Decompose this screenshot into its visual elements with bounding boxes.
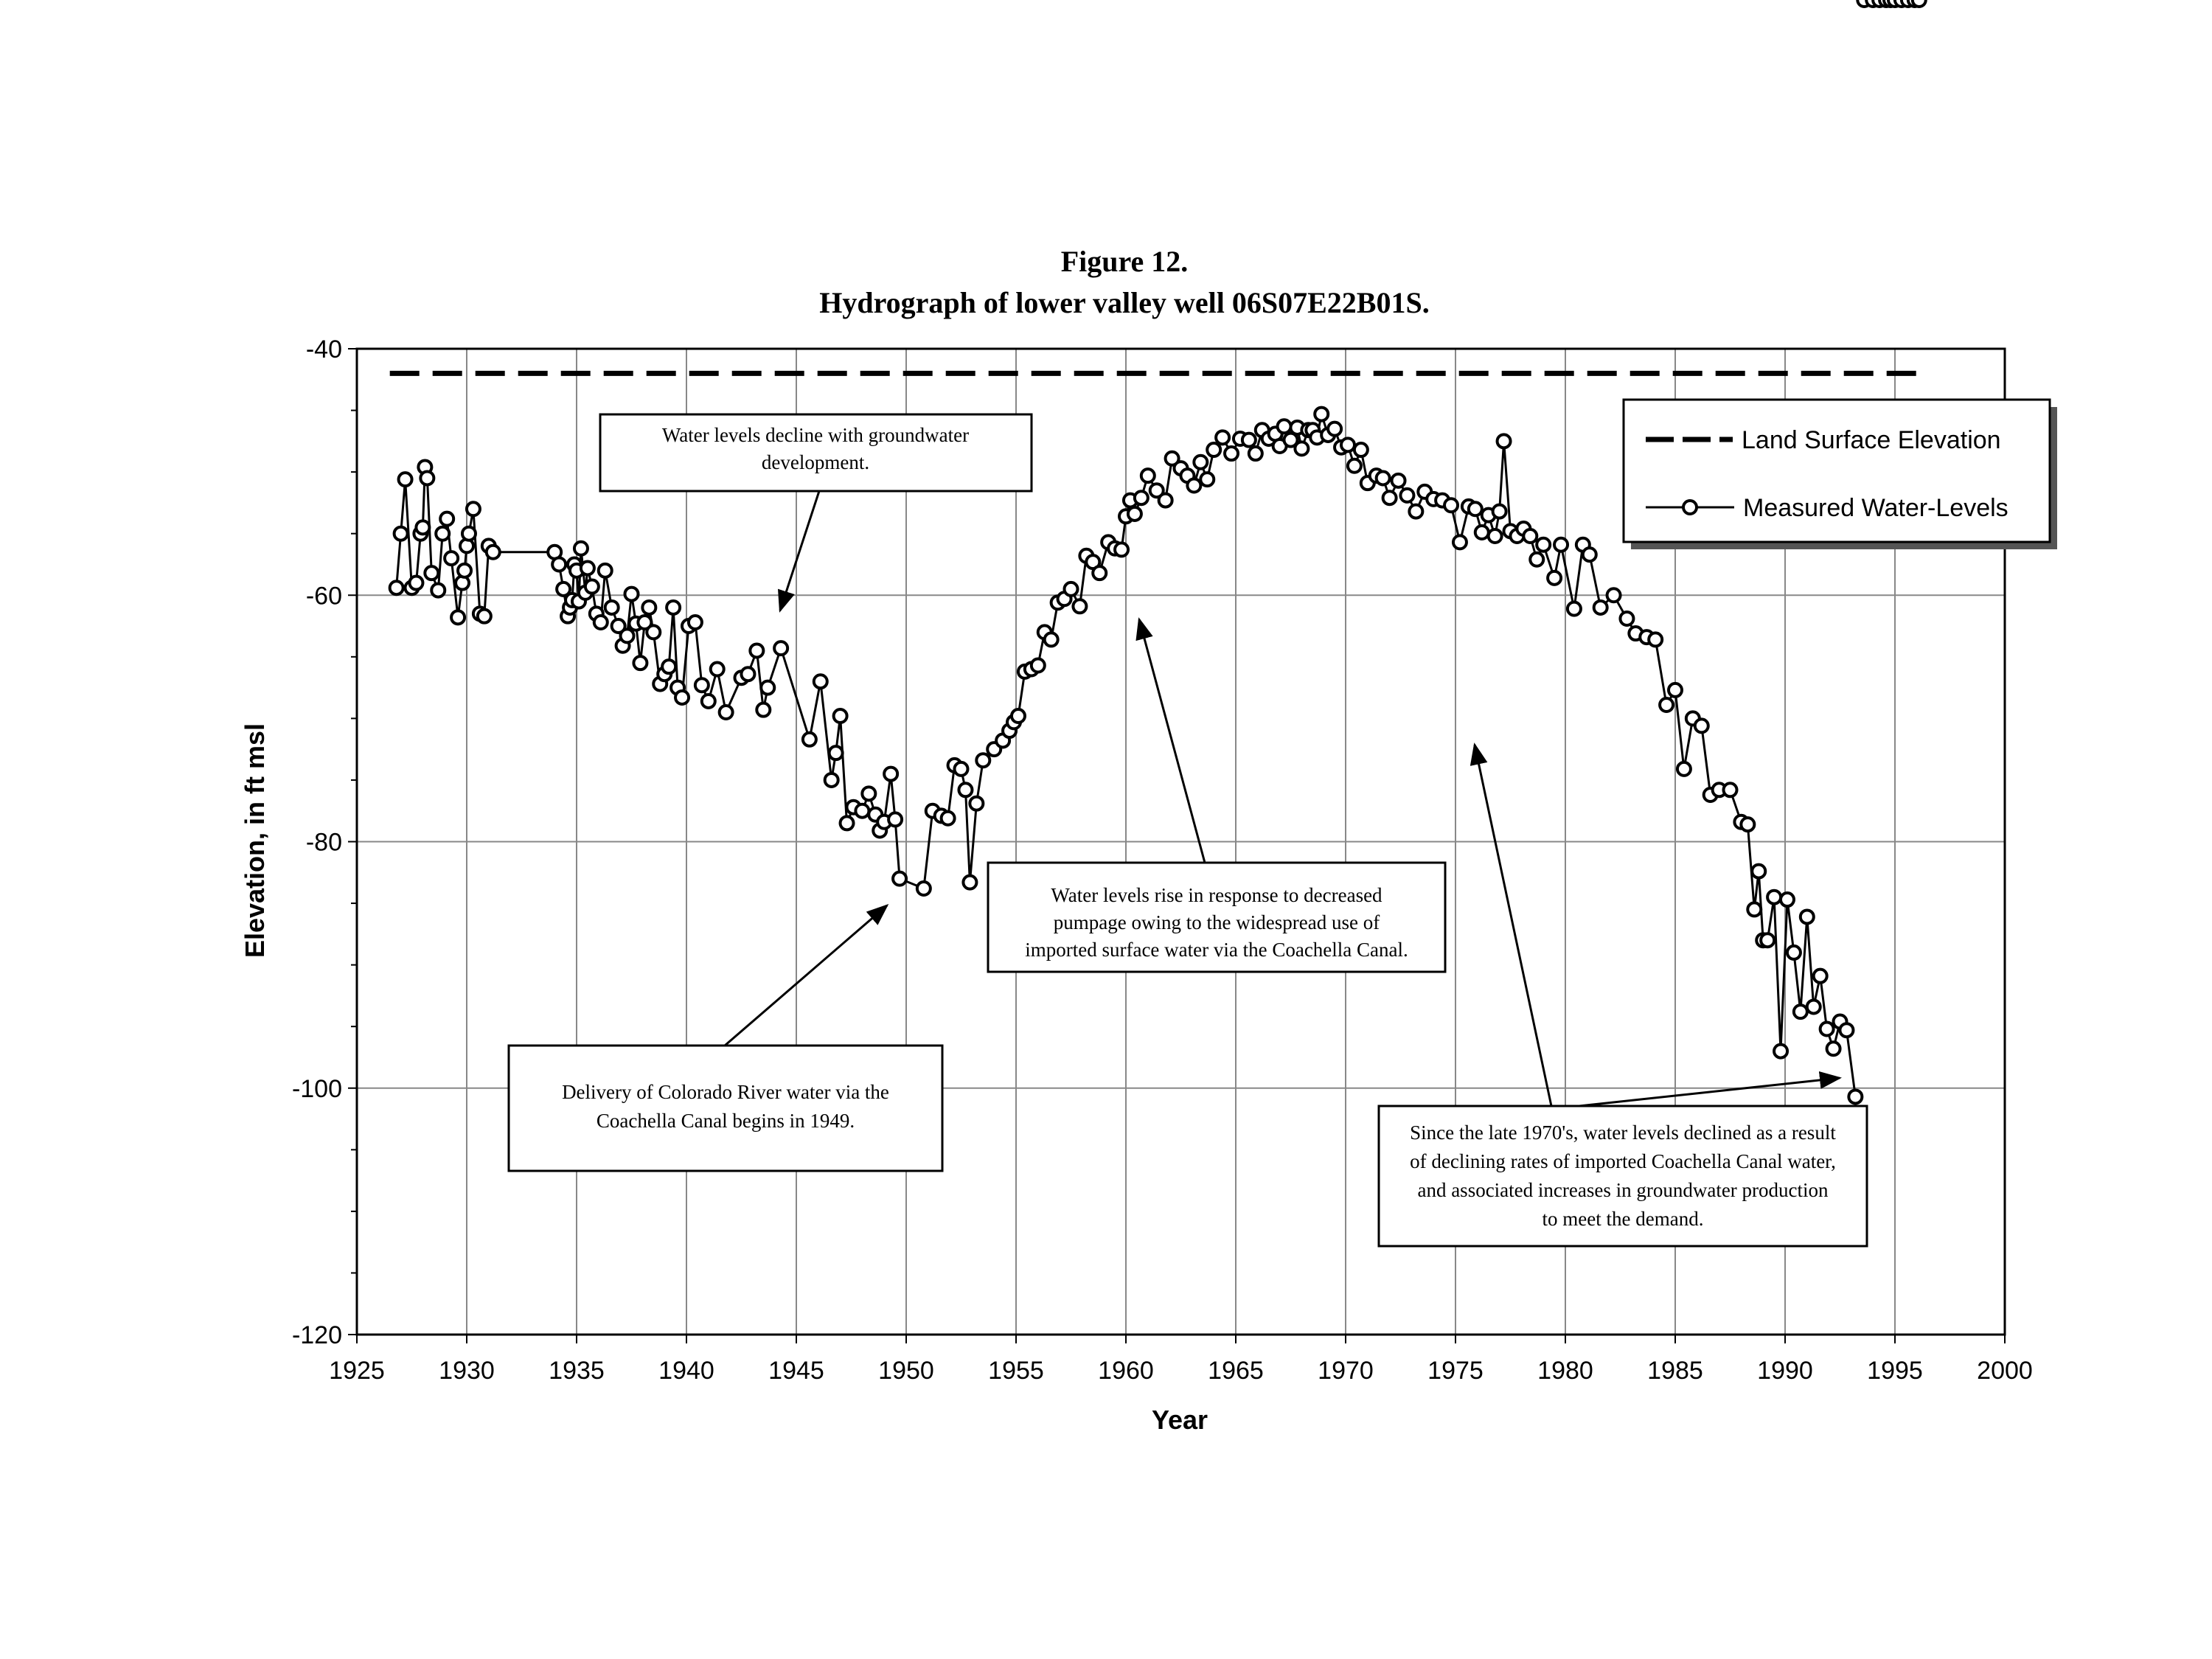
water-level-point bbox=[1278, 420, 1291, 433]
water-level-point bbox=[1498, 434, 1511, 448]
water-level-point bbox=[1354, 443, 1368, 456]
water-level-point bbox=[1649, 633, 1662, 646]
annotation-delivery bbox=[509, 905, 942, 1171]
water-level-point bbox=[552, 557, 566, 571]
water-level-point bbox=[841, 816, 854, 830]
water-level-point bbox=[1913, 0, 1926, 7]
water-level-point bbox=[1200, 473, 1214, 486]
x-tick-label: 1960 bbox=[1098, 1357, 1154, 1385]
water-level-point bbox=[1469, 502, 1482, 515]
x-tick-label: 1990 bbox=[1757, 1357, 1813, 1385]
water-level-point bbox=[1695, 719, 1708, 732]
annotation-line: development. bbox=[761, 451, 870, 473]
water-level-point bbox=[855, 804, 869, 818]
water-level-point bbox=[467, 502, 480, 515]
water-level-point bbox=[862, 787, 875, 800]
water-level-point bbox=[1807, 1000, 1820, 1013]
annotation-line: pumpage owing to the widespread use of bbox=[1053, 911, 1380, 933]
water-level-point bbox=[1801, 910, 1814, 923]
x-tick-label: 1965 bbox=[1208, 1357, 1264, 1385]
y-tick-label: -40 bbox=[305, 335, 342, 364]
annotation-line: Delivery of Colorado River water via the bbox=[562, 1081, 889, 1103]
water-level-point bbox=[599, 564, 612, 577]
water-level-point bbox=[1752, 865, 1765, 878]
water-level-point bbox=[1523, 529, 1537, 543]
water-level-point bbox=[394, 527, 408, 540]
x-tick-label: 1950 bbox=[878, 1357, 934, 1385]
water-level-point bbox=[803, 733, 816, 746]
annotation-line: Water levels rise in response to decreased bbox=[1051, 884, 1382, 906]
annotation-arrow bbox=[1139, 619, 1205, 863]
water-level-point bbox=[774, 641, 787, 655]
water-level-point bbox=[1554, 538, 1568, 552]
water-level-point bbox=[1741, 818, 1754, 831]
water-level-point bbox=[893, 872, 906, 886]
water-level-point bbox=[970, 797, 983, 810]
water-level-point bbox=[621, 629, 634, 642]
annotation-arrow bbox=[780, 491, 819, 611]
water-level-point bbox=[959, 783, 972, 796]
water-level-point bbox=[1128, 507, 1141, 521]
water-level-point bbox=[1820, 1023, 1834, 1036]
water-level-point bbox=[825, 773, 838, 787]
water-level-point bbox=[1747, 902, 1761, 916]
chart-title: Figure 12. bbox=[1060, 245, 1189, 278]
water-level-point bbox=[830, 746, 843, 759]
water-level-point bbox=[1767, 891, 1781, 904]
annotation-line: Since the late 1970's, water levels declined as a result bbox=[1410, 1121, 1836, 1144]
x-axis-title: Year bbox=[1151, 1405, 1208, 1435]
legend-marker-swatch bbox=[1683, 501, 1697, 514]
water-level-point bbox=[1159, 494, 1172, 507]
water-level-point bbox=[1660, 698, 1673, 712]
water-level-point bbox=[431, 584, 445, 597]
water-level-point bbox=[594, 616, 608, 629]
water-level-point bbox=[1328, 422, 1341, 436]
water-level-point bbox=[1242, 434, 1256, 447]
water-level-point bbox=[1489, 529, 1502, 543]
water-level-point bbox=[1568, 602, 1581, 616]
water-level-point bbox=[1065, 582, 1078, 596]
water-level-point bbox=[976, 754, 990, 767]
water-level-point bbox=[814, 675, 827, 688]
annotation-arrow bbox=[1579, 1078, 1840, 1106]
water-level-point bbox=[642, 601, 655, 614]
water-level-point bbox=[761, 681, 774, 695]
water-level-point bbox=[1295, 442, 1308, 455]
annotation-rise bbox=[988, 619, 1445, 972]
water-level-point bbox=[757, 703, 770, 717]
legend-label-measured: Measured Water-Levels bbox=[1743, 494, 2008, 522]
x-tick-label: 1985 bbox=[1647, 1357, 1703, 1385]
water-level-point bbox=[1453, 535, 1467, 549]
water-level-point bbox=[1348, 459, 1361, 473]
water-level-point bbox=[963, 876, 976, 889]
water-level-point bbox=[695, 678, 709, 692]
water-level-point bbox=[1444, 498, 1458, 512]
water-level-point bbox=[1400, 489, 1413, 502]
water-level-point bbox=[1073, 599, 1086, 613]
water-level-point bbox=[1669, 684, 1682, 697]
y-tick-label: -80 bbox=[305, 828, 342, 857]
water-level-point bbox=[1115, 543, 1128, 556]
water-level-point bbox=[942, 812, 955, 825]
water-level-point bbox=[1620, 612, 1633, 625]
water-level-point bbox=[1530, 553, 1543, 566]
water-level-point bbox=[662, 660, 675, 673]
annotation-line: imported surface water via the Coachella Canal. bbox=[1025, 939, 1408, 961]
water-level-point bbox=[1594, 601, 1607, 614]
water-level-point bbox=[420, 471, 434, 484]
water-level-point bbox=[955, 762, 968, 776]
annotation-line: to meet the demand. bbox=[1542, 1208, 1704, 1230]
water-level-point bbox=[436, 527, 449, 540]
water-level-point bbox=[1409, 505, 1422, 518]
water-level-point bbox=[689, 616, 702, 629]
water-level-point bbox=[605, 601, 619, 614]
water-level-point bbox=[1341, 438, 1354, 451]
water-level-point bbox=[1774, 1045, 1787, 1058]
x-tick-label: 1945 bbox=[768, 1357, 824, 1385]
water-level-point bbox=[711, 663, 724, 676]
water-level-point bbox=[425, 566, 438, 580]
water-level-point bbox=[574, 542, 588, 555]
x-tick-label: 1970 bbox=[1318, 1357, 1374, 1385]
x-tick-label: 1930 bbox=[439, 1357, 495, 1385]
x-tick-label: 1940 bbox=[658, 1357, 714, 1385]
water-level-point bbox=[675, 691, 689, 704]
water-level-point bbox=[741, 667, 754, 681]
annotation-line: and associated increases in groundwater production bbox=[1417, 1179, 1829, 1201]
water-level-point bbox=[462, 527, 476, 540]
water-level-point bbox=[720, 706, 733, 719]
water-level-point bbox=[487, 546, 500, 559]
water-level-point bbox=[1194, 456, 1207, 469]
annotation-line: of declining rates of imported Coachella Canal water, bbox=[1410, 1150, 1836, 1172]
water-level-point bbox=[647, 625, 660, 639]
water-level-point bbox=[1724, 783, 1737, 796]
y-tick-label: -60 bbox=[305, 582, 342, 611]
y-tick-label: -100 bbox=[291, 1074, 342, 1103]
water-level-point bbox=[1187, 479, 1200, 493]
water-level-point bbox=[633, 656, 647, 669]
x-tick-label: 1995 bbox=[1867, 1357, 1923, 1385]
water-level-point bbox=[1383, 491, 1397, 504]
water-level-point bbox=[1045, 633, 1058, 646]
legend bbox=[1624, 400, 2057, 549]
water-level-point bbox=[1814, 970, 1827, 983]
water-level-point bbox=[1677, 762, 1691, 776]
water-level-point bbox=[834, 709, 847, 723]
water-level-point bbox=[1012, 709, 1025, 723]
water-level-point bbox=[702, 695, 715, 708]
water-level-point bbox=[750, 644, 763, 657]
water-level-point bbox=[451, 611, 465, 624]
water-level-point bbox=[625, 588, 639, 601]
water-level-point bbox=[1377, 471, 1390, 484]
water-level-point bbox=[1249, 447, 1262, 460]
chart-subtitle: Hydrograph of lower valley well 06S07E22B01S. bbox=[819, 286, 1430, 319]
water-level-point bbox=[1781, 893, 1794, 906]
water-level-point bbox=[585, 580, 599, 594]
water-level-point bbox=[1848, 1090, 1862, 1103]
x-tick-label: 1955 bbox=[988, 1357, 1044, 1385]
annotation-decline bbox=[600, 414, 1032, 611]
x-tick-label: 1935 bbox=[549, 1357, 605, 1385]
legend-label-land-surface: Land Surface Elevation bbox=[1742, 426, 2001, 454]
water-level-point bbox=[1141, 469, 1155, 482]
water-level-point bbox=[416, 521, 429, 534]
y-tick-label: -120 bbox=[291, 1321, 342, 1349]
water-level-point bbox=[1093, 566, 1106, 580]
water-level-point bbox=[1216, 431, 1229, 444]
water-level-point bbox=[667, 601, 680, 614]
y-axis-title: Elevation, in ft msl bbox=[240, 723, 270, 959]
water-level-point bbox=[1761, 933, 1774, 947]
water-level-point bbox=[1392, 474, 1405, 487]
water-level-point bbox=[445, 552, 458, 565]
water-level-point bbox=[884, 768, 897, 781]
water-level-point bbox=[1787, 946, 1801, 959]
water-level-point bbox=[390, 581, 403, 594]
annotation-line: Coachella Canal begins in 1949. bbox=[596, 1110, 855, 1132]
x-tick-label: 1980 bbox=[1537, 1357, 1593, 1385]
water-level-point bbox=[581, 561, 594, 574]
water-level-point bbox=[1135, 491, 1148, 504]
water-level-point bbox=[409, 577, 422, 590]
annotation-line: Water levels decline with groundwater bbox=[661, 424, 970, 446]
water-level-point bbox=[399, 473, 412, 486]
x-tick-label: 1925 bbox=[329, 1357, 385, 1385]
water-level-point bbox=[1607, 588, 1621, 602]
water-level-point bbox=[1493, 505, 1506, 518]
water-level-point bbox=[1207, 443, 1220, 456]
water-level-point bbox=[440, 512, 453, 526]
water-level-point bbox=[1840, 1023, 1853, 1037]
water-level-point bbox=[1548, 571, 1561, 585]
annotation-arrow bbox=[725, 905, 887, 1046]
water-level-point bbox=[1475, 526, 1489, 539]
water-level-point bbox=[1583, 548, 1596, 561]
water-level-point bbox=[1827, 1042, 1840, 1055]
x-tick-label: 1975 bbox=[1427, 1357, 1484, 1385]
x-tick-label: 2000 bbox=[1977, 1357, 2033, 1385]
water-level-point bbox=[1537, 538, 1550, 552]
annotation-late-decline bbox=[1379, 745, 1867, 1246]
annotation-box bbox=[509, 1046, 942, 1171]
water-level-point bbox=[1225, 447, 1238, 460]
water-level-point bbox=[1032, 659, 1045, 672]
water-level-point bbox=[917, 882, 931, 895]
annotation-arrow bbox=[1475, 745, 1551, 1106]
water-level-point bbox=[478, 610, 491, 623]
water-level-point bbox=[1315, 408, 1328, 421]
water-level-point bbox=[458, 564, 471, 577]
water-level-point bbox=[888, 813, 902, 826]
water-level-point bbox=[1794, 1005, 1807, 1018]
